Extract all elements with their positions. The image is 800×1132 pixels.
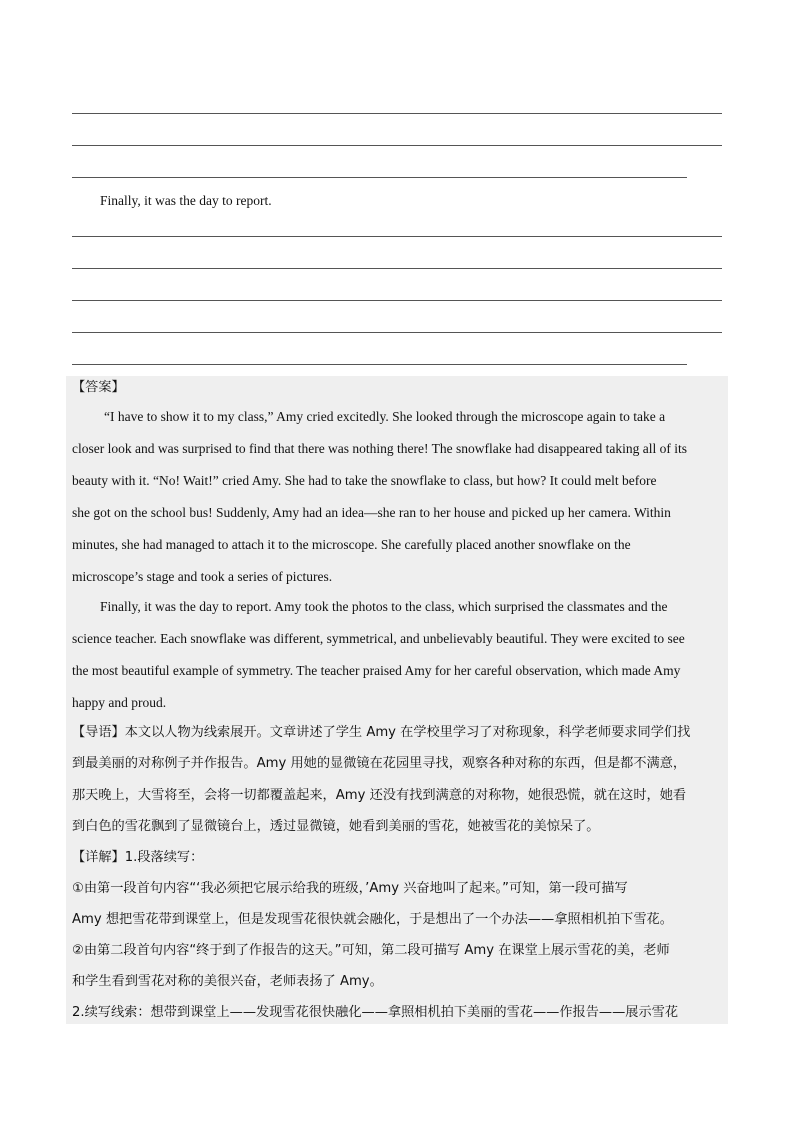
guide-line: 那天晚上，大雪将至，会将一切都覆盖起来，Amy 还没有找到满意的对称物，她很恐慌，就在这时，她看 [72,788,687,803]
detail-line: Amy 想把雪花带到课堂上，但是发现雪花很快就会融化，于是想出了一个办法——拿照相机拍下雪花。 [72,912,673,927]
writing-line [72,113,722,114]
writing-line [72,145,722,146]
paragraph-2-opening: Finally, it was the day to report. [100,193,272,208]
answer-line: microscope’s stage and took a series of pictures. [72,569,333,584]
detail-line: ②由第二段首句内容“终于到了作报告的这天。”可知，第二段可描写 Amy 在课堂上展示雪花的美，老师 [72,943,670,958]
writing-line [72,300,722,301]
writing-line [72,177,687,178]
answer-line: minutes, she had managed to attach it to the microscope. She carefully placed another snowflake on the [72,537,631,552]
answer-line: science teacher. Each snowflake was different, symmetrical, and unbelievably beautiful. They were excited to see [72,631,685,646]
answer-line: she got on the school bus! Suddenly, Amy had an idea—she ran to her house and picked up her camera. Within [72,505,671,520]
writing-line [72,364,687,365]
answer-line: beauty with it. “No! Wait!” cried Amy. She had to take the snowflake to class, but how? It could melt before [72,473,657,488]
writing-line [72,236,722,237]
guide-line: 到白色的雪花飘到了显微镜台上，透过显微镜，她看到美丽的雪花，她被雪花的美惊呆了。 [72,819,600,834]
answer-heading: 【答案】 [72,380,125,395]
writing-line [72,332,722,333]
detail-line: ①由第一段首句内容“‘我必须把它展示给我的班级，’Amy 兴奋地叫了起来。”可知，第一段可描写 [72,881,628,896]
answer-line: Finally, it was the day to report. Amy took the photos to the class, which surprised the classmates and the [100,599,668,614]
guide-line: 到最美丽的对称例子并作报告。Amy 用她的显微镜在花园里寻找，观察各种对称的东西，但是都不满意， [72,756,687,771]
detail-line: 和学生看到雪花对称的美很兴奋，老师表扬了 Amy。 [72,974,383,989]
writing-line [72,268,722,269]
detail-line: 2.续写线索：想带到课堂上——发现雪花很快融化——拿照相机拍下美丽的雪花——作报告——展示雪花 [72,1005,679,1020]
answer-line: the most beautiful example of symmetry. The teacher praised Amy for her careful observation, which made Amy [72,663,681,678]
guide-line: 【导语】本文以人物为线索展开。文章讲述了学生 Amy 在学校里学习了对称现象，科学老师要求同学们找 [72,725,691,740]
answer-line: “I have to show it to my class,” Amy cried excitedly. She looked through the microscope again to take a [104,409,666,424]
answer-line: happy and proud. [72,695,167,710]
detail-line: 【详解】1.段落续写： [72,850,204,865]
answer-line: closer look and was surprised to find that there was nothing there! The snowflake had disappeared taking all of its [72,441,687,456]
